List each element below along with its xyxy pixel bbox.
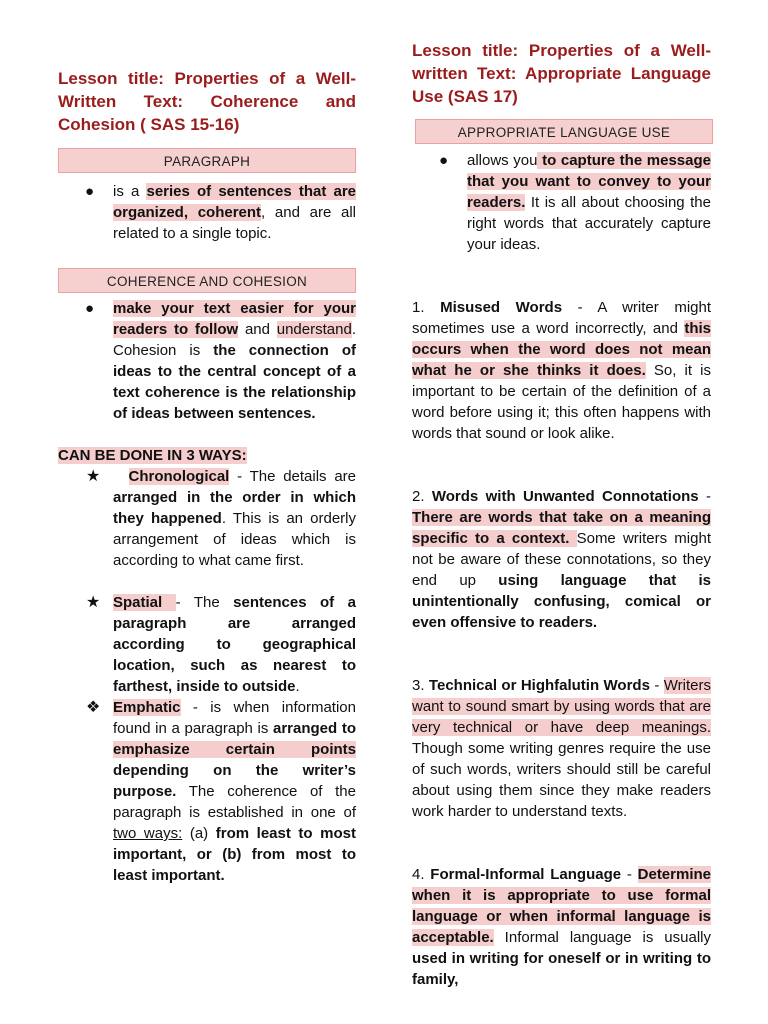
left-lesson-title: Lesson title: Properties of a Well-Written Text: Coherence and Cohesion ( SAS 15-16)	[58, 69, 356, 134]
spatial-text: Spatial - The sentences of a paragraph are arranged according to geographical location, such as nearest to farthest, inside to outside.	[113, 594, 356, 695]
emphatic-text: Emphatic - is when information found in a paragraph is arranged to emphasize certain points depending on the writer’s purpose. The coherence of the paragraph is established in one of two ways: (a) from least to most important, or (b) from most to least important.	[113, 699, 356, 884]
item-misused-words: 1. Misused Words - A writer might sometimes use a word incorrectly, and this occurs when the word does not mean what he or she thinks it does. So, it is important to be certain of the definition of a word before using it; this often happens with words that sound or look alike.	[412, 299, 712, 442]
paragraph-bullet	[58, 181, 356, 244]
item-unwanted-connotations: 2. Words with Unwanted Connotations - There are words that take on a meaning specific to a context. Some writers might not be aware of these connotations, so they end up using language that is unintentionally confusing, comical or even offensive to readers.	[412, 488, 712, 631]
diamond-bullet-icon: ❖	[86, 699, 101, 716]
chronological-item	[58, 466, 356, 571]
appropriate-language-header: APPROPRIATE LANGUAGE USE	[415, 119, 713, 144]
appropriate-language-bullet-text: allows you to capture the message that you want to convey to your readers. It is all about choosing the right words that accurately capture your ideas.	[467, 152, 711, 253]
coherence-bullet	[58, 298, 356, 424]
bullet-dot-icon: ●	[85, 183, 95, 200]
emphatic-item	[58, 697, 356, 886]
spatial-item	[58, 592, 356, 697]
paragraph-header: PARAGRAPH	[58, 148, 356, 173]
chronological-text: Chronological - The details are arranged in the order in which they happened. This is an orderly arrangement of ideas which is according to what came first.	[113, 468, 356, 569]
ways-heading: CAN BE DONE IN 3 WAYS:	[58, 447, 247, 464]
coherence-bullet-text: make your text easier for your readers to follow and understand. Cohesion is the connection of ideas to the central concept of a text coherence is the relationship of ideas between sentences.	[113, 300, 357, 422]
star-icon: ★	[86, 468, 101, 485]
bullet-dot-icon: ●	[85, 300, 95, 317]
appropriate-language-bullet	[412, 150, 711, 255]
paragraph-bullet-text: is a series of sentences that are organized, coherent, and are all related to a single topic.	[113, 183, 357, 242]
bullet-dot-icon: ●	[439, 152, 449, 169]
right-lesson-title: Lesson title: Properties of a Well-written Text: Appropriate Language Use (SAS 17)	[412, 41, 711, 106]
star-icon: ★	[86, 594, 101, 611]
item-formal-informal: 4. Formal-Informal Language - Determine when it is appropriate to use formal language or when informal language is acceptable. Informal language is usually used in writing for oneself or in writing to family,	[412, 866, 711, 988]
item-technical-words: 3. Technical or Highfalutin Words - Writers want to sound smart by using words that are very technical or have deep meanings. Though some writing genres require the use of such words, writers should still be careful about using them since they make readers work harder to understand texts.	[412, 677, 711, 820]
coherence-cohesion-header: COHERENCE AND COHESION	[58, 268, 356, 293]
